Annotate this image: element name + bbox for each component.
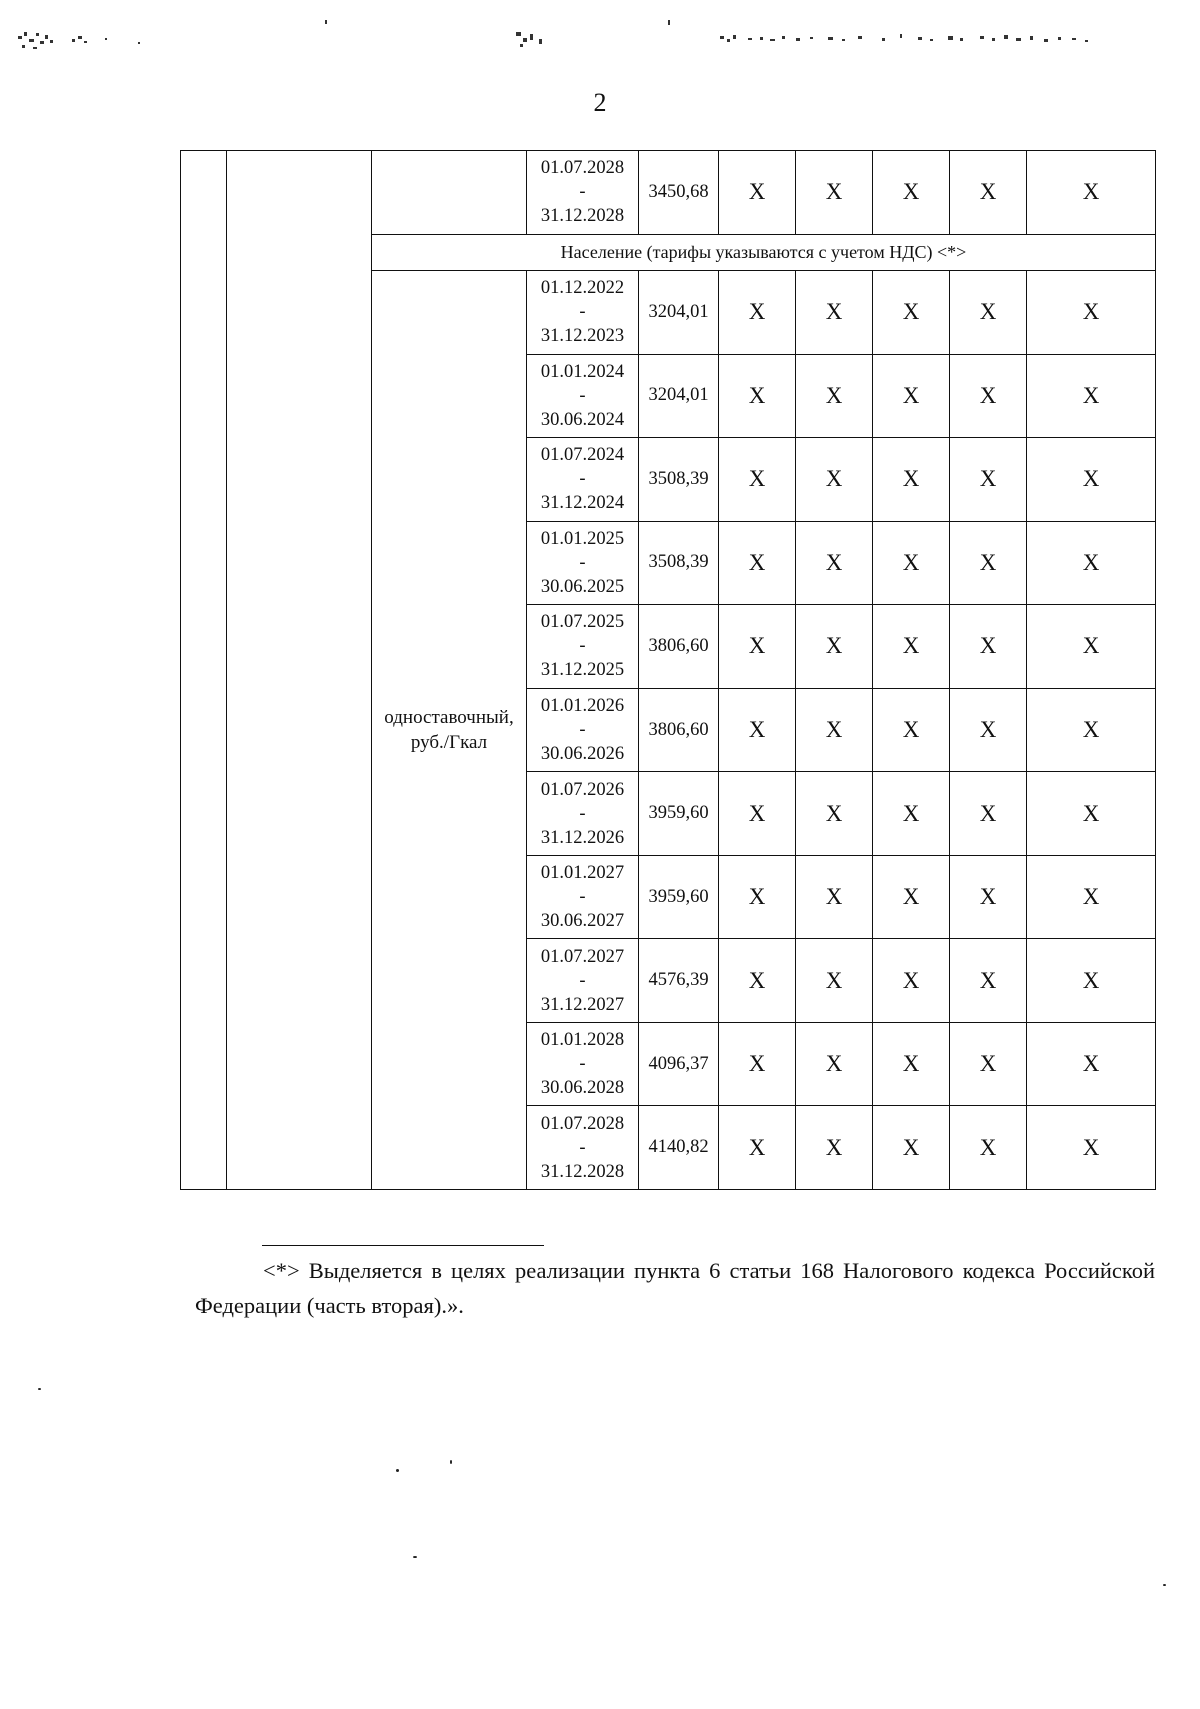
not-applicable-mark: X — [796, 271, 873, 355]
period-end: 31.12.2024 — [540, 493, 625, 514]
period-cell — [527, 688, 639, 772]
period-start: 01.01.2028 — [540, 1030, 625, 1051]
not-applicable-mark: X — [950, 438, 1027, 522]
period-separator: - — [579, 385, 586, 406]
not-applicable-mark: X — [1027, 151, 1156, 235]
tariff-value: 3806,60 — [639, 688, 719, 772]
footnote-text: <*> Выделяется в целях реализации пункта 6 статьи 168 Налогового кодекса Российской Федерации (часть вторая).». — [195, 1258, 1155, 1318]
not-applicable-mark: X — [719, 688, 796, 772]
period-cell — [527, 521, 639, 605]
not-applicable-mark: X — [950, 151, 1027, 235]
not-applicable-mark: X — [796, 521, 873, 605]
not-applicable-mark: X — [719, 438, 796, 522]
period-start: 01.07.2028 — [540, 158, 625, 179]
period-cell — [527, 855, 639, 939]
not-applicable-mark: X — [950, 688, 1027, 772]
scan-speck — [38, 1388, 41, 1390]
tariff-value: 4140,82 — [639, 1106, 719, 1190]
not-applicable-mark: X — [1027, 688, 1156, 772]
period-separator: - — [579, 469, 586, 490]
not-applicable-mark: X — [873, 1106, 950, 1190]
period-separator: - — [579, 720, 586, 740]
not-applicable-mark: X — [950, 855, 1027, 939]
period-end: 31.12.2027 — [540, 994, 625, 1015]
tariff-table — [180, 150, 1156, 1190]
period-cell — [527, 151, 639, 235]
not-applicable-mark: X — [873, 772, 950, 856]
scan-noise — [0, 14, 1200, 64]
period-start: 01.01.2025 — [540, 528, 625, 549]
not-applicable-mark: X — [873, 521, 950, 605]
tariff-value: 3204,01 — [639, 271, 719, 355]
not-applicable-mark: X — [719, 354, 796, 438]
empty-unit-cell — [372, 151, 527, 235]
period-end: 31.12.2026 — [540, 827, 625, 848]
period-start: 01.01.2027 — [540, 863, 625, 884]
period-start: 01.07.2025 — [540, 612, 625, 633]
period-start: 01.01.2026 — [540, 696, 625, 716]
scan-speck — [450, 1460, 452, 1464]
not-applicable-mark: X — [796, 688, 873, 772]
not-applicable-mark: X — [873, 605, 950, 689]
period-separator: - — [579, 636, 586, 657]
period-separator: - — [579, 1137, 586, 1158]
tariff-value: 4576,39 — [639, 939, 719, 1023]
not-applicable-mark: X — [1027, 939, 1156, 1023]
empty-index-cell — [181, 151, 227, 1190]
not-applicable-mark: X — [873, 151, 950, 235]
not-applicable-mark: X — [796, 354, 873, 438]
period-end: 31.12.2023 — [540, 326, 625, 347]
period-cell — [527, 438, 639, 522]
period-cell — [527, 605, 639, 689]
not-applicable-mark: X — [950, 1106, 1027, 1190]
period-separator: - — [579, 552, 586, 573]
not-applicable-mark: X — [873, 438, 950, 522]
tariff-value: 3959,60 — [639, 772, 719, 856]
not-applicable-mark: X — [950, 521, 1027, 605]
not-applicable-mark: X — [950, 271, 1027, 355]
not-applicable-mark: X — [873, 939, 950, 1023]
not-applicable-mark: X — [873, 1022, 950, 1106]
period-end: 31.12.2028 — [540, 206, 625, 227]
scan-speck — [1163, 1584, 1166, 1586]
not-applicable-mark: X — [719, 772, 796, 856]
period-separator: - — [579, 887, 586, 908]
tariff-value: 3508,39 — [639, 438, 719, 522]
period-start: 01.07.2024 — [540, 445, 625, 466]
period-separator: - — [579, 302, 586, 323]
not-applicable-mark: X — [796, 1022, 873, 1106]
period-cell — [527, 354, 639, 438]
not-applicable-mark: X — [873, 688, 950, 772]
tariff-value: 3450,68 — [639, 151, 719, 235]
not-applicable-mark: X — [1027, 1022, 1156, 1106]
period-start: 01.12.2022 — [540, 278, 625, 299]
period-start: 01.07.2027 — [540, 946, 625, 967]
not-applicable-mark: X — [796, 438, 873, 522]
tariff-value: 3508,39 — [639, 521, 719, 605]
period-separator: - — [579, 803, 586, 824]
not-applicable-mark: X — [950, 939, 1027, 1023]
not-applicable-mark: X — [1027, 354, 1156, 438]
not-applicable-mark: X — [796, 772, 873, 856]
not-applicable-mark: X — [1027, 1106, 1156, 1190]
tariff-value: 3204,01 — [639, 354, 719, 438]
not-applicable-mark: X — [719, 855, 796, 939]
not-applicable-mark: X — [719, 521, 796, 605]
table-row — [181, 151, 1156, 235]
not-applicable-mark: X — [796, 605, 873, 689]
not-applicable-mark: X — [719, 151, 796, 235]
empty-name-cell — [227, 151, 372, 1190]
period-start: 01.01.2024 — [540, 361, 625, 382]
period-cell — [527, 271, 639, 355]
not-applicable-mark: X — [1027, 855, 1156, 939]
period-cell — [527, 1022, 639, 1106]
period-end: 30.06.2024 — [540, 409, 625, 430]
not-applicable-mark: X — [719, 939, 796, 1023]
not-applicable-mark: X — [1027, 271, 1156, 355]
period-cell — [527, 1106, 639, 1190]
period-start: 01.07.2026 — [540, 779, 625, 800]
not-applicable-mark: X — [950, 1022, 1027, 1106]
period-cell — [527, 772, 639, 856]
not-applicable-mark: X — [796, 1106, 873, 1190]
not-applicable-mark: X — [1027, 772, 1156, 856]
period-start: 01.07.2028 — [540, 1113, 625, 1134]
period-end: 30.06.2027 — [540, 911, 625, 932]
not-applicable-mark: X — [1027, 438, 1156, 522]
not-applicable-mark: X — [796, 855, 873, 939]
not-applicable-mark: X — [950, 354, 1027, 438]
unit-cell: одноставочный, руб./Гкал — [372, 271, 527, 1190]
not-applicable-mark: X — [873, 271, 950, 355]
scan-speck — [413, 1556, 417, 1558]
tariff-value: 3959,60 — [639, 855, 719, 939]
not-applicable-mark: X — [950, 605, 1027, 689]
period-end: 30.06.2026 — [540, 744, 625, 764]
not-applicable-mark: X — [950, 772, 1027, 856]
period-end: 31.12.2028 — [540, 1161, 625, 1182]
period-separator: - — [579, 970, 586, 991]
section-header: Население (тарифы указываются с учетом НДС) <*> — [372, 234, 1156, 271]
not-applicable-mark: X — [719, 271, 796, 355]
period-cell — [527, 939, 639, 1023]
period-end: 30.06.2028 — [540, 1078, 625, 1099]
not-applicable-mark: X — [873, 855, 950, 939]
not-applicable-mark: X — [719, 605, 796, 689]
footnote-divider — [262, 1245, 544, 1246]
not-applicable-mark: X — [1027, 605, 1156, 689]
scan-speck — [396, 1469, 399, 1472]
not-applicable-mark: X — [796, 939, 873, 1023]
not-applicable-mark: X — [1027, 521, 1156, 605]
period-separator: - — [579, 1054, 586, 1075]
period-end: 30.06.2025 — [540, 576, 625, 597]
tariff-value: 4096,37 — [639, 1022, 719, 1106]
not-applicable-mark: X — [873, 354, 950, 438]
period-separator: - — [579, 182, 586, 203]
not-applicable-mark: X — [719, 1106, 796, 1190]
page-number: 2 — [593, 88, 607, 117]
tariff-value: 3806,60 — [639, 605, 719, 689]
not-applicable-mark: X — [719, 1022, 796, 1106]
not-applicable-mark: X — [796, 151, 873, 235]
period-end: 31.12.2025 — [540, 660, 625, 681]
